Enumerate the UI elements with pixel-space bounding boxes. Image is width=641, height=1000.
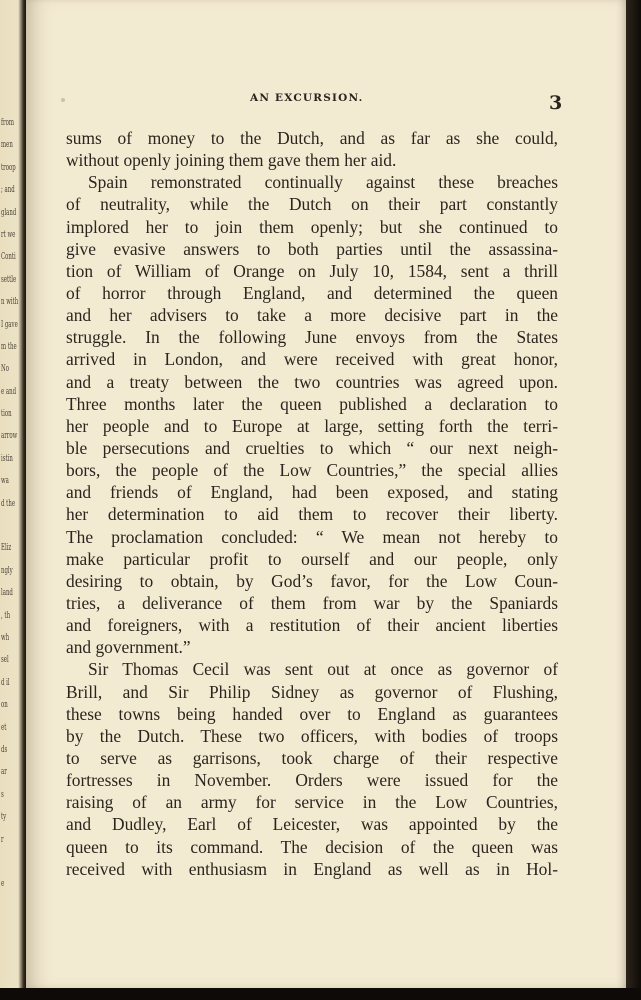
page-number: 3 (549, 92, 563, 114)
margin-fragment: r (1, 834, 4, 845)
margin-fragment: ar (1, 767, 7, 778)
text-line: sums of money to the Dutch, and as far as she could, (66, 128, 558, 148)
text-line: to serve as garrisons, took charge of their respective (66, 747, 558, 768)
margin-fragment: e and (1, 386, 17, 397)
book-page (26, 0, 626, 988)
margin-fragment: Conti (1, 252, 16, 263)
page-blemish (61, 98, 65, 102)
margin-fragment: arrow (1, 431, 18, 442)
margin-fragment: n with (1, 297, 19, 308)
text-line: desiring to obtain, by God’s favor, for the Low Coun- (66, 570, 558, 591)
text-line: Three months later the queen published a declaration to (66, 393, 558, 414)
text-line: her people and to Europe at large, setting forth the terri- (66, 415, 558, 436)
margin-fragment: wa (1, 476, 9, 487)
margin-fragment: from (1, 118, 14, 128)
text-line: without openly joining them gave them her aid. (66, 150, 397, 171)
margin-fragment: ds (1, 744, 8, 755)
text-line: and government.” (66, 637, 191, 658)
margin-fragment: men (1, 140, 13, 151)
text-line: her determination to aid them to recover their liberty. (66, 504, 558, 525)
text-line: Spain remonstrated continually against these breaches (88, 172, 558, 193)
margin-fragment (1, 851, 14, 873)
text-line: these towns being handed over to England as guarantees (66, 703, 558, 724)
margin-fragment: d the (1, 498, 16, 509)
text-line: give evasive answers to both parties until the assassina- (66, 238, 558, 259)
margin-fragment: on (1, 700, 8, 711)
margin-fragment: ngly (1, 565, 13, 576)
margin-fragment: et (1, 722, 7, 733)
text-line: by the Dutch. These two officers, with bodies of troops (66, 725, 558, 746)
text-line: queen to its command. The decision of the queen was (66, 836, 558, 857)
margin-fragment: ; and (1, 185, 15, 196)
text-line: and friends of England, had been exposed, and stating (66, 482, 558, 503)
running-head: AN EXCURSION. (250, 92, 364, 104)
text-line: raising of an army for service in the Low Countries, (66, 792, 558, 813)
text-line: received with enthusiasm in England as well as in Hol- (66, 858, 558, 879)
margin-fragment: land (1, 588, 13, 599)
margin-fragment: Eliz (1, 543, 12, 554)
text-line: and foreigners, with a restitution of their ancient liberties (66, 615, 558, 636)
text-line: tries, a deliverance of them from war by the Spaniards (66, 592, 558, 613)
text-line: arrived in London, and were received with great honor, (66, 349, 558, 370)
text-line: ble persecutions and cruelties to which “ our next neigh- (66, 437, 558, 458)
text-line: bors, the people of the Low Countries,” the special allies (66, 460, 558, 481)
margin-fragment: m the (1, 341, 17, 352)
previous-page-margin-text (1, 112, 23, 896)
text-line: struggle. In the following June envoys from the States (66, 327, 558, 348)
margin-fragment: troop (1, 162, 16, 173)
margin-fragment: s (1, 789, 4, 800)
text-line: fortresses in November. Orders were issued for the (66, 770, 558, 791)
text-line: implored her to join them openly; but she continued to (66, 216, 558, 237)
margin-fragment: istin (1, 453, 13, 464)
margin-fragment: , th (1, 610, 11, 621)
margin-fragment (1, 515, 14, 537)
text-line: make particular profit to ourself and our people, only (66, 548, 558, 569)
margin-fragment: ty (1, 812, 7, 823)
previous-page-edge (0, 0, 26, 1000)
margin-fragment: I gave (1, 319, 18, 330)
margin-fragment: rt we (1, 229, 16, 240)
text-line: of neutrality, while the Dutch on their part constantly (66, 194, 558, 215)
margin-fragment: wh (1, 632, 10, 643)
text-line: Brill, and Sir Philip Sidney as governor of Flushing, (66, 681, 558, 702)
margin-fragment: No (1, 364, 9, 375)
body-text (66, 127, 558, 880)
text-line: The proclamation concluded: “ We mean not hereby to (66, 526, 558, 547)
text-line: Sir Thomas Cecil was sent out at once as governor of (88, 659, 558, 680)
text-line: and Dudley, Earl of Leicester, was appointed by the (66, 814, 558, 835)
page-edge-shadow (626, 0, 641, 1000)
margin-fragment: sel (1, 655, 9, 666)
margin-fragment: e (1, 879, 5, 890)
text-line: of horror through England, and determined the queen (66, 282, 558, 303)
text-line: tion of William of Orange on July 10, 1584, sent a thrill (66, 260, 558, 281)
margin-fragment: tion (1, 409, 12, 420)
scan-border (0, 988, 641, 1000)
margin-fragment: settle (1, 274, 17, 285)
margin-fragment: gland (1, 207, 17, 218)
text-line: and her advisers to take a more decisive part in the (66, 305, 558, 326)
text-line: and a treaty between the two countries was agreed upon. (66, 371, 558, 392)
margin-fragment: d il (1, 677, 10, 688)
